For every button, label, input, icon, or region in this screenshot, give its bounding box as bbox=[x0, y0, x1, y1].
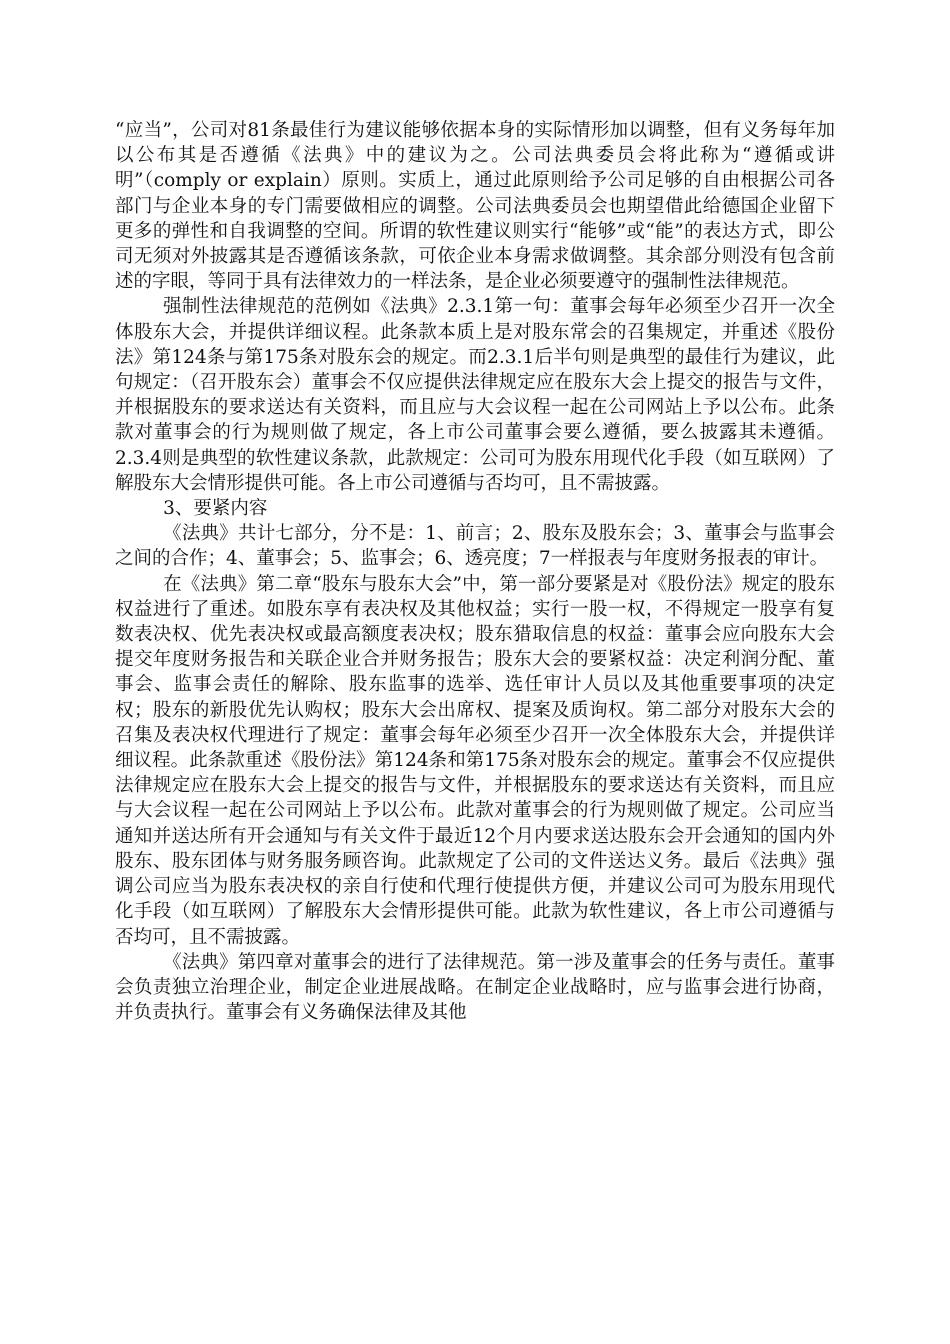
paragraph-code-structure: 《法典》共计七部分，分不是：1、前言；2、股东及股东会；3、董事会与监事会之间的合作；4、董事会；5、监事会；6、透亮度；7一样报表与年度财务报表的审计。 bbox=[115, 523, 835, 570]
paragraph-shareholders-chapter: 在《法典》第二章“股东与股东大会”中，第一部分要紧是对《股份法》规定的股东权益进行了重述。如股东享有表决权及其他权益；实行一股一权，不得规定一股享有复数表决权、优先表决权或最高额度表决权；股东猎取信息的权益：董事会应向股东大会提交年度财务报告和关联企业合并财务报告；股东大会的要紧权益：决定利润分配、董事会、监事会责任的解除、股东监事的选举、选任审计人员以及其他重要事项的决定权；股东的新股优先认购权；股东大会出席权、提案及质询权。第二部分对股东大会的召集及表决权代理进行了规定：董事会每年必须至少召开一次全体股东大会，并提供详细议程。此条款重述《股份法》第124条和第175条对股东会的规定。董事会不仅应提供法律规定应在股东大会上提交的报告与文件，并根据股东的要求送达有关资料，而且应与大会议程一起在公司网站上予以公布。此款对董事会的行为规则做了规定。公司应当通知并送达所有开会通知与有关文件于最近12个月内要求送达股东会开会通知的国内外股东、股东团体与财务服务顾咨询。此款规定了公司的文件送达义务。最后《法典》强调公司应当为股东表决权的亲自行使和代理行使提供方便，并建议公司可为股东用现代化手段（如互联网）了解股东大会情形提供可能。此款为软性建议，各上市公司遵循与否均可，且不需披露。 bbox=[115, 573, 835, 948]
paragraph-mandatory-rules-example: 强制性法律规范的范例如《法典》2.3.1第一句：董事会每年必须至少召开一次全体股东大会，并提供详细议程。此条款本质上是对股东常会的召集规定，并重述《股份法》第124条与第175条对股东会的规定。而2.3.1后半句则是典型的最佳行为建议，此句规定：（召开股东会）董事会不仅应提供法律规定应在股东大会上提交的报告与文件，并根据股东的要求送达有关资料，而且应与大会议程一起在公司网站上予以公布。此条款对董事会的行为规则做了规定，各上市公司董事会要么遵循，要么披露其未遵循。2.3.4则是典型的软性建议条款，此款规定：公司可为股东用现代化手段（如互联网）了解股东大会情形提供可能。各上市公司遵循与否均可，且不需披露。 bbox=[115, 296, 835, 494]
document-page bbox=[115, 118, 835, 1025]
paragraph-comply-or-explain: “应当”，公司对81条最佳行为建议能够依据本身的实际情形加以调整，但有义务每年加以公布其是否遵循《法典》中的建议为之。公司法典委员会将此称为“遵循或讲明”（comply or explain）原则。实质上，通过此原则给予公司足够的自由根据公司各部门与企业本身的专门需要做相应的调整。公司法典委员会也期望借此给德国企业留下更多的弹性和自我调整的空间。所谓的软性建议则实行“能够”或“能”的表达方式，即公司无须对外披露其是否遵循该条款，可依企业本身需求做调整。其余部分则没有包含前述的字眼，等同于具有法律效力的一样法条，是企业必须要遵守的强制性法律规范。 bbox=[115, 120, 835, 293]
section-heading-main-content: 3、要紧内容 bbox=[163, 498, 268, 520]
paragraph-management-board-chapter: 《法典》第四章对董事会的进行了法律规范。第一涉及董事会的任务与责任。董事会负责独立治理企业，制定企业进展战略。在制定企业战略时，应与监事会进行协商，并负责执行。董事会有义务确保法律及其他 bbox=[115, 951, 835, 1024]
